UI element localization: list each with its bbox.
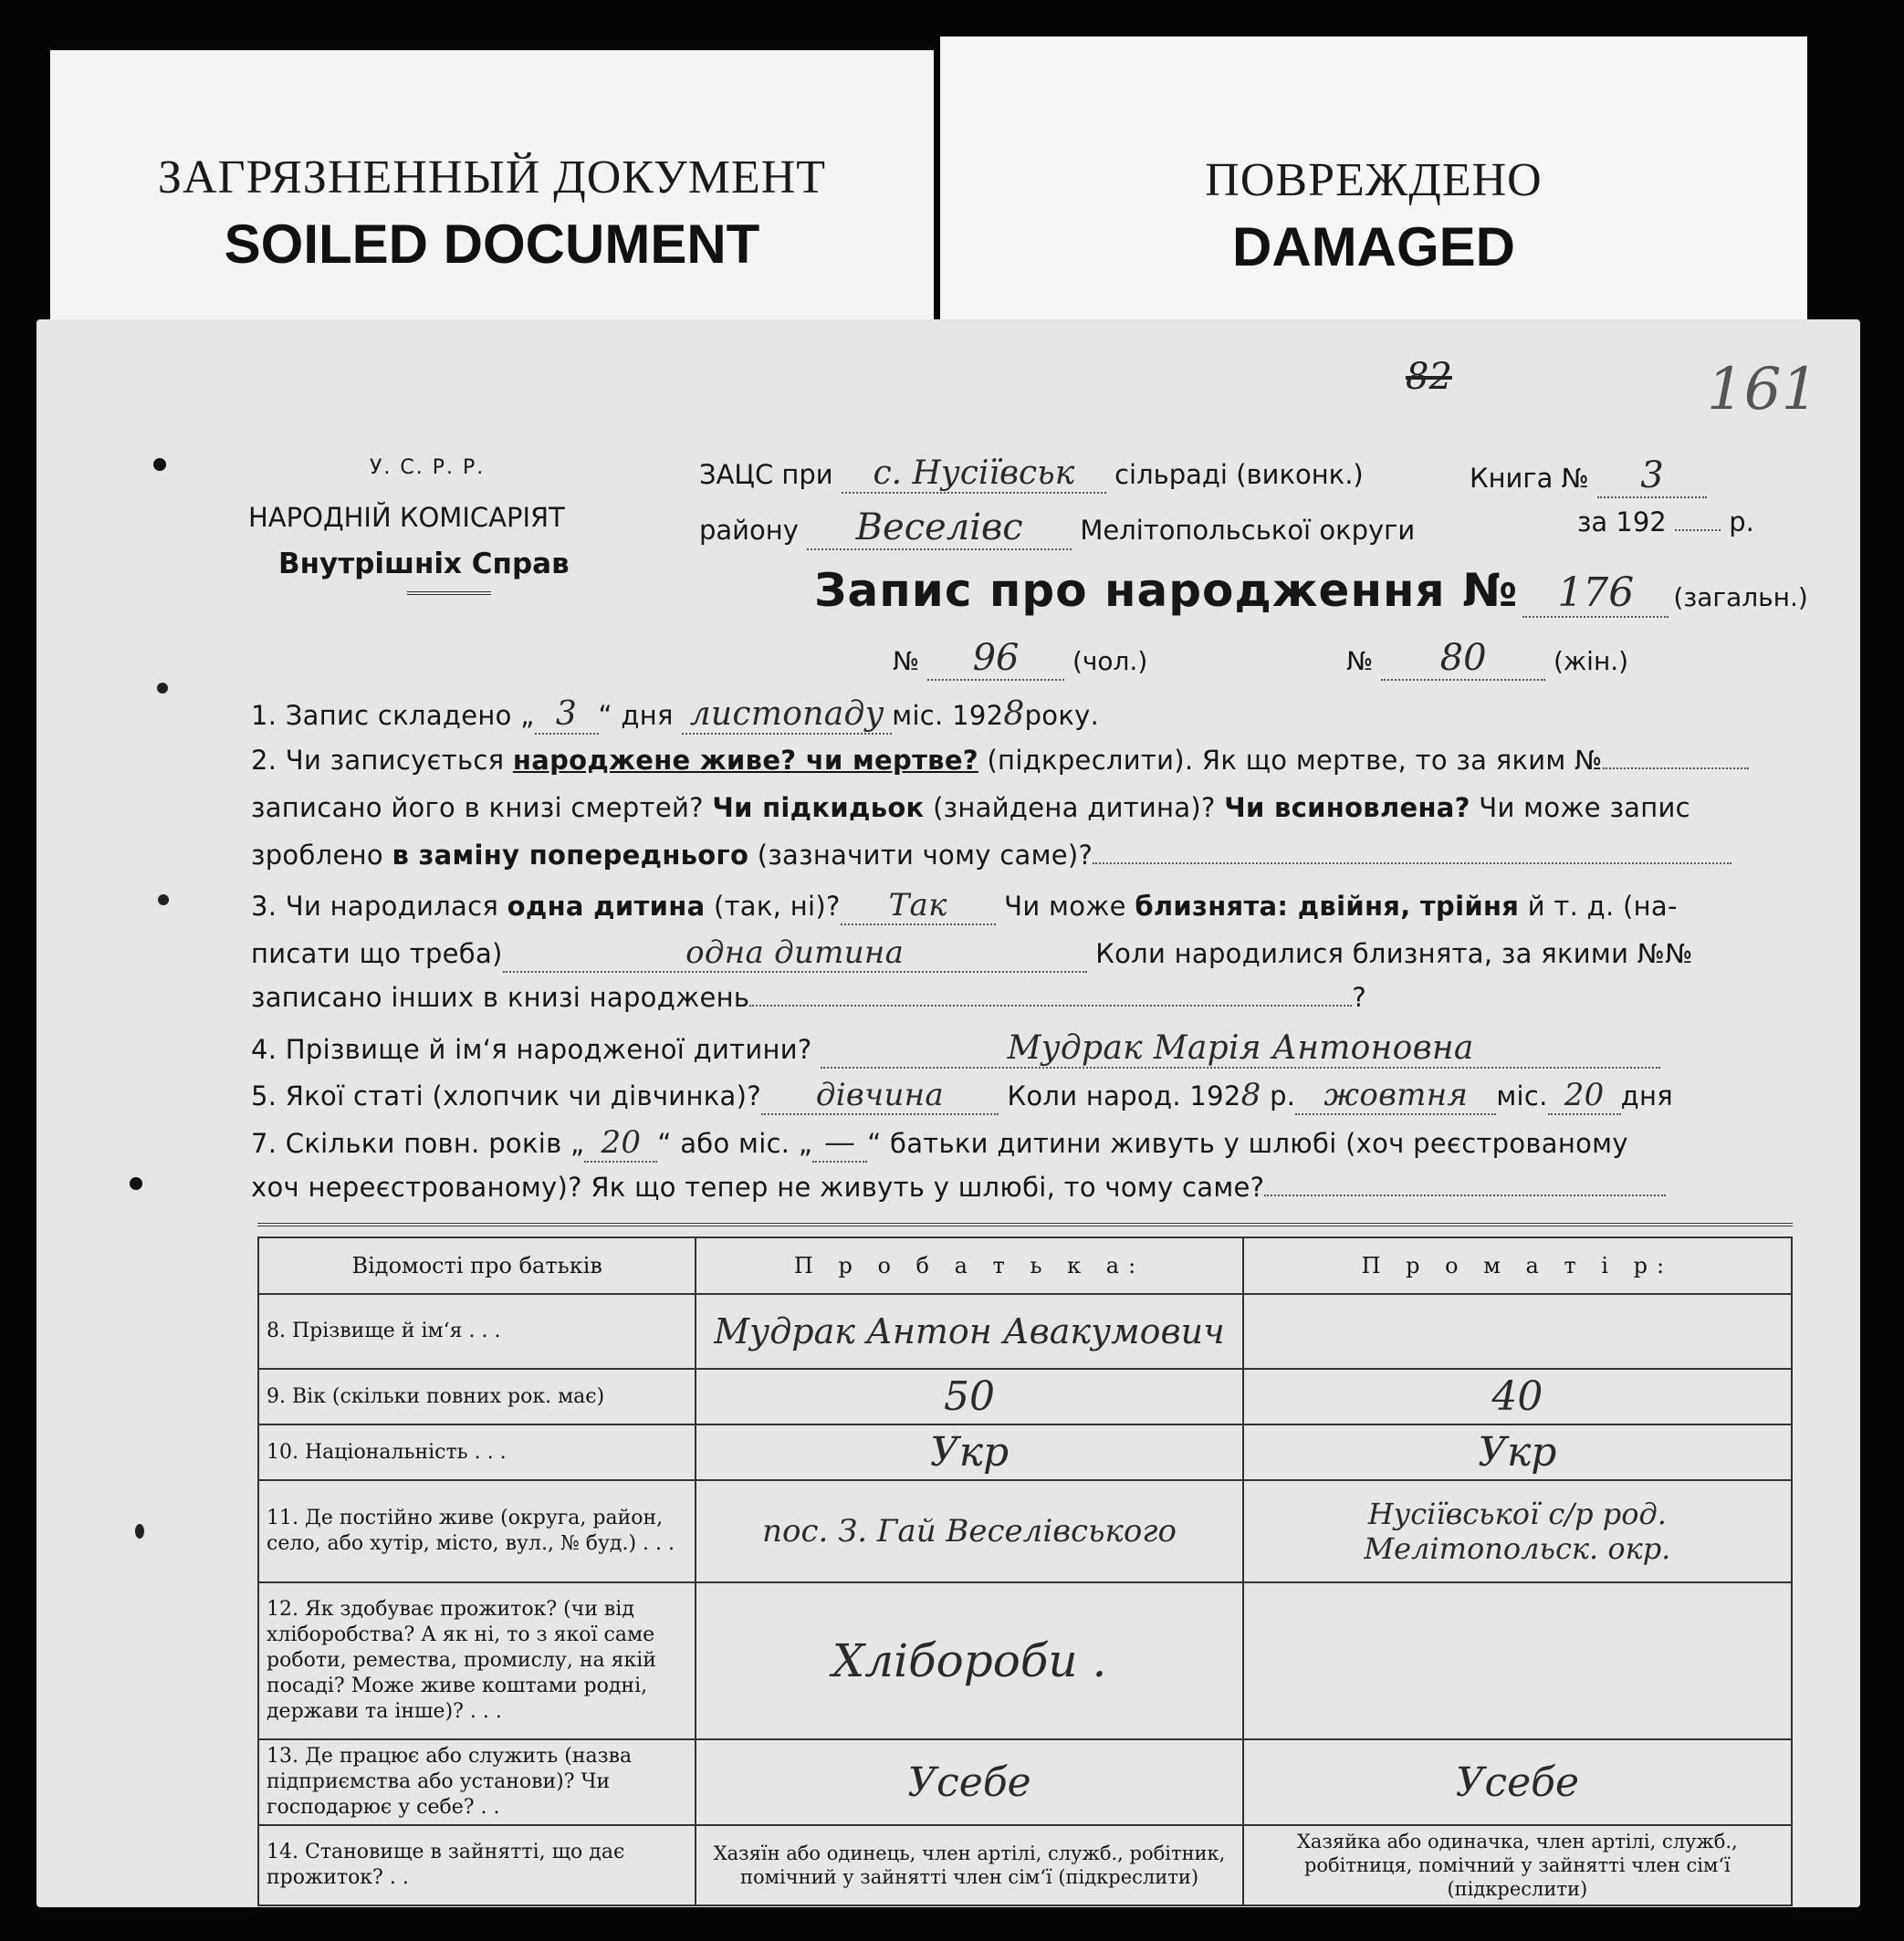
- birth-record-sheet: [37, 319, 1860, 1907]
- q2-adopted: Чи всиновлена?: [1224, 792, 1470, 823]
- row-label-work: 13. Де працює або служить (назва підприємства або установи)? Чи господарює у себе? . .: [258, 1739, 696, 1825]
- book-label: Книга №: [1470, 463, 1589, 494]
- q3-answer: Так: [841, 887, 996, 925]
- q2-replacement: в заміну попереднього: [392, 840, 749, 871]
- q2-line-2: [251, 792, 1690, 823]
- page-number: 161: [1707, 356, 1819, 423]
- zags-value: с. Нусіївськ: [842, 454, 1106, 494]
- crossed-number: 82: [1406, 356, 1452, 398]
- q2-blank: [1603, 767, 1749, 769]
- father-occupation: Хазяїн або одинець, член артілі, служб., робітник, помічний у зайнятті член сім‘ї (підкреслити): [696, 1825, 1242, 1905]
- mother-livelihood: [1243, 1582, 1792, 1739]
- record-title-line: [814, 564, 1808, 618]
- row-label-name: 8. Прізвище й ім‘я . . .: [258, 1294, 696, 1369]
- damaged-label-en: DAMAGED: [1232, 216, 1515, 277]
- q2-text-rest: (підкреслити). Як що мертве, то за яким №: [978, 745, 1603, 776]
- soiled-label: [50, 50, 934, 360]
- q3-text-2: (так, ні)?: [705, 891, 841, 922]
- q4-line: [251, 1029, 1660, 1069]
- q1-month: листопаду: [682, 695, 892, 735]
- q5-text-5: дня: [1620, 1080, 1673, 1111]
- book-line: [1470, 454, 1707, 498]
- birth-day: 20: [1548, 1077, 1621, 1115]
- damaged-label: [940, 37, 1807, 356]
- district-line: [699, 506, 1415, 550]
- header-mother: П р о м а т і р:: [1243, 1237, 1792, 1294]
- binding-hole: [158, 894, 169, 905]
- binding-hole: [135, 1524, 144, 1539]
- q5-text-4: міс.: [1496, 1080, 1548, 1111]
- mother-residence: Нусіївської с/р род. Мелітопольск. окр.: [1243, 1480, 1792, 1582]
- q4-text: 4. Прізвище й ім‘я народженої дитини?: [251, 1034, 812, 1065]
- q5-line: [251, 1077, 1673, 1115]
- total-number: 176: [1522, 569, 1669, 618]
- table-row: [258, 1369, 1792, 1424]
- q7-line: [251, 1124, 1628, 1163]
- q3-single: одна дитина: [507, 891, 706, 922]
- year-label: за 192: [1577, 506, 1667, 537]
- male-no-sign: №: [893, 646, 920, 676]
- father-age: 50: [696, 1369, 1242, 1424]
- father-work: Усебе: [696, 1739, 1242, 1825]
- father-name: Мудрак Антон Авакумович: [696, 1294, 1242, 1369]
- q7-text-4: хоч нереєстрованому)? Як що тепер не живуть у шлюбі, то чому саме?: [251, 1172, 1265, 1203]
- female-number: 80: [1381, 637, 1545, 681]
- q7-text-2: “ або міс. „: [657, 1128, 813, 1159]
- mother-name: [1243, 1294, 1792, 1369]
- commissariat-heading: НАРОДНІЙ КОМІСАРІЯТ: [248, 502, 565, 533]
- book-value: 3: [1597, 454, 1707, 498]
- mother-work: Усебе: [1243, 1739, 1792, 1825]
- q1-text-month: міс. 192: [892, 700, 1004, 731]
- parents-table: [257, 1237, 1793, 1906]
- zags-line: [699, 454, 1364, 494]
- q2-text-2: записано його в книзі смертей?: [251, 792, 713, 823]
- q1-text-year: року.: [1024, 700, 1100, 731]
- q3-text-5: писати що треба): [251, 938, 503, 969]
- q2-replacement-blank: [1093, 862, 1731, 864]
- table-row: [258, 1739, 1792, 1825]
- year-blank: [1675, 529, 1721, 531]
- male-number: 96: [927, 637, 1064, 681]
- marriage-years: 20: [584, 1124, 657, 1163]
- binding-hole: [130, 1177, 142, 1190]
- q7-line-2: [251, 1172, 1666, 1203]
- q3-text-3: Чи може: [995, 891, 1135, 922]
- q1-day: 3: [535, 695, 599, 735]
- q2-text-3: (знайдена дитина)?: [924, 792, 1225, 823]
- male-label: (чол.): [1072, 646, 1148, 676]
- q3-twins-blank: [749, 1005, 1352, 1007]
- table-row: [258, 1294, 1792, 1369]
- q2-text: 2. Чи записується: [251, 745, 513, 776]
- q3-write-answer: одна дитина: [503, 934, 1087, 973]
- mother-nationality: Укр: [1243, 1424, 1792, 1480]
- father-residence: пос. З. Гай Веселівського: [696, 1480, 1242, 1582]
- marriage-months: —: [812, 1124, 867, 1163]
- q2-text-4: Чи може запис: [1470, 792, 1690, 823]
- header-info: Відомості про батьків: [258, 1237, 696, 1294]
- mother-occupation: Хазяйка або одиначка, член артілі, служб., робітниця, помічний у зайнятті член сім‘ї (підкреслити): [1243, 1825, 1792, 1905]
- q2-line-3: [251, 840, 1731, 871]
- birth-month: жовтня: [1295, 1077, 1496, 1115]
- row-label-nationality: 10. Національність . . .: [258, 1424, 696, 1480]
- table-row: [258, 1825, 1792, 1905]
- district-suffix: Мелітопольської округи: [1080, 515, 1416, 546]
- q1-text: 1. Запис складено „: [251, 700, 535, 731]
- q3-text-8: ?: [1352, 982, 1367, 1013]
- q7-text-3: “ батьки дитини живуть у шлюбі (хоч реєстрованому: [867, 1128, 1628, 1159]
- table-header-row: [258, 1237, 1792, 1294]
- q5-text-3: р.: [1270, 1080, 1296, 1111]
- q5-text-2: Коли народ. 192: [1007, 1080, 1241, 1111]
- q3-line-3: [251, 982, 1366, 1013]
- zags-prefix: ЗАЦС при: [699, 459, 833, 490]
- record-title: Запис про народження №: [814, 564, 1519, 617]
- female-label: (жін.): [1554, 646, 1629, 676]
- q1-text-day: “ дня: [598, 700, 674, 731]
- birth-year: 8: [1240, 1077, 1261, 1113]
- soiled-label-en: SOILED DOCUMENT: [224, 214, 760, 275]
- heading-rule: [407, 591, 491, 595]
- q2-line: [251, 745, 1749, 776]
- mother-age: 40: [1243, 1369, 1792, 1424]
- father-nationality: Укр: [696, 1424, 1242, 1480]
- binding-hole: [157, 683, 168, 694]
- row-label-residence: 11. Де постійно живе (округа, район, село, або хутір, місто, вул., № буд.) . . .: [258, 1480, 696, 1582]
- district-value: Веселівс: [807, 506, 1072, 550]
- ussr-heading: У. С. Р. Р.: [370, 456, 486, 479]
- q5-text: 5. Якої статі (хлопчик чи дівчинка)?: [251, 1080, 761, 1111]
- table-row: [258, 1480, 1792, 1582]
- q3-text-6: Коли народилися близнята, за якими №№: [1095, 938, 1693, 969]
- q3-twins: близнята: двійня, трійня: [1135, 891, 1520, 922]
- q2-text-6: (зазначити чому саме)?: [748, 840, 1093, 871]
- q2-text-5: зроблено: [251, 840, 392, 871]
- q2-bold: народжене живе? чи мертве?: [512, 745, 978, 776]
- child-name: Мудрак Марія Антоновна: [821, 1029, 1660, 1069]
- year-suffix: р.: [1729, 506, 1754, 537]
- dept-heading: Внутрішніх Справ: [278, 548, 570, 580]
- q7-blank: [1264, 1195, 1666, 1196]
- q1-year: 8: [1003, 695, 1025, 733]
- row-label-livelihood: 12. Як здобуває прожиток? (чи від хліборобства? А як ні, то з якої саме роботи, ремества, промислу, на якій посаді? Може живе коштами родні, держави та інше)? . . .: [258, 1582, 696, 1739]
- q7-text: 7. Скільки повн. років „: [251, 1128, 585, 1159]
- q3-text-7: записано інших в книзі народжень: [251, 982, 750, 1013]
- sub-numbers-line: [893, 637, 1628, 681]
- q3-line-2: [251, 934, 1693, 973]
- header-father: П р о б а т ь к а:: [696, 1237, 1242, 1294]
- soiled-label-ru: ЗАГРЯЗНЕННЫЙ ДОКУМЕНТ: [157, 151, 827, 203]
- district-prefix: району: [699, 515, 799, 546]
- binding-hole: [153, 458, 166, 471]
- row-label-occupation: 14. Становище в зайнятті, що дає прожиток? . .: [258, 1825, 696, 1905]
- total-label: (загальн.): [1673, 582, 1808, 612]
- damaged-label-ru: ПОВРЕЖДЕНО: [1205, 154, 1543, 206]
- q3-line: [251, 887, 1678, 925]
- q2-foundling: Чи підкидьок: [712, 792, 925, 823]
- table-row: [258, 1582, 1792, 1739]
- zags-suffix: сільраді (виконк.): [1114, 459, 1364, 490]
- female-no-sign: №: [1346, 646, 1374, 676]
- table-divider: [257, 1223, 1793, 1226]
- table-row: [258, 1424, 1792, 1480]
- child-sex: дівчина: [761, 1077, 999, 1115]
- q3-text-4: й т. д. (на-: [1519, 891, 1678, 922]
- father-livelihood: Хлібороби .: [696, 1582, 1242, 1739]
- year-line: [1577, 506, 1754, 537]
- q1-line: [251, 695, 1099, 735]
- q3-text: 3. Чи народилася: [251, 891, 507, 922]
- row-label-age: 9. Вік (скільки повних рок. має): [258, 1369, 696, 1424]
